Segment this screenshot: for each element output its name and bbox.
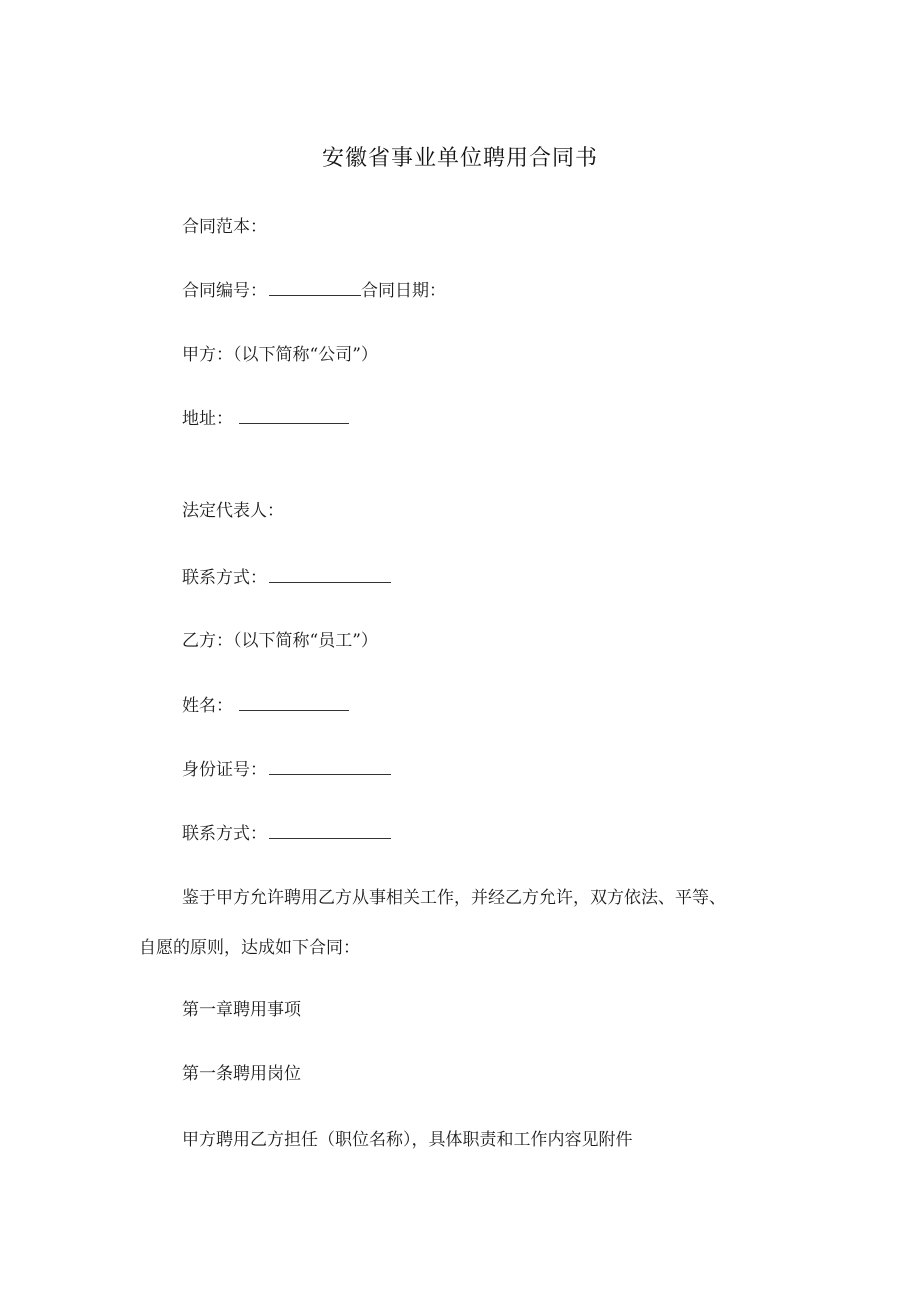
name-label: 姓名： <box>182 696 233 716</box>
contract-number-blank <box>269 277 361 296</box>
name-blank <box>239 692 349 711</box>
name-line <box>182 692 349 720</box>
contract-date-label: 合同日期： <box>361 281 446 301</box>
party-b-line <box>182 627 378 655</box>
legal-rep-line <box>182 497 284 525</box>
address-line <box>182 405 349 433</box>
document-title: 安徽省事业单位聘用合同书 <box>321 146 598 171</box>
address-label: 地址： <box>182 409 233 429</box>
template-label: 合同范本： <box>182 217 267 237</box>
contact-a-label: 联系方式： <box>182 568 267 588</box>
id-number-line <box>182 756 391 784</box>
contact-a-blank <box>269 564 391 583</box>
article-heading: 第一条聘用岗位 <box>182 1064 301 1084</box>
preamble-line-2: 自愿的原则，达成如下合同： <box>139 938 360 958</box>
contract-number-label: 合同编号： <box>182 281 267 301</box>
article-text: 甲方聘用乙方担任（职位名称），具体职责和工作内容见附件 <box>182 1130 633 1150</box>
template-line <box>182 213 267 241</box>
address-blank <box>239 405 349 424</box>
chapter-heading: 第一章聘用事项 <box>182 1000 301 1020</box>
contact-b-blank <box>269 820 391 839</box>
preamble-line-1: 鉴于甲方允许聘用乙方从事相关工作，并经乙方允许，双方依法、平等、 <box>182 888 726 908</box>
contact-b-label: 联系方式： <box>182 824 267 844</box>
id-number-label: 身份证号： <box>182 760 267 780</box>
legal-rep-label: 法定代表人： <box>182 501 284 521</box>
id-number-blank <box>269 756 391 775</box>
party-b-label: 乙方：（以下简称“员工”） <box>182 631 378 651</box>
contact-b-line <box>182 820 391 848</box>
contact-a-line <box>182 564 391 592</box>
party-a-label: 甲方：（以下简称“公司”） <box>182 345 378 365</box>
contract-number-line <box>182 277 446 305</box>
party-a-line <box>182 341 378 369</box>
